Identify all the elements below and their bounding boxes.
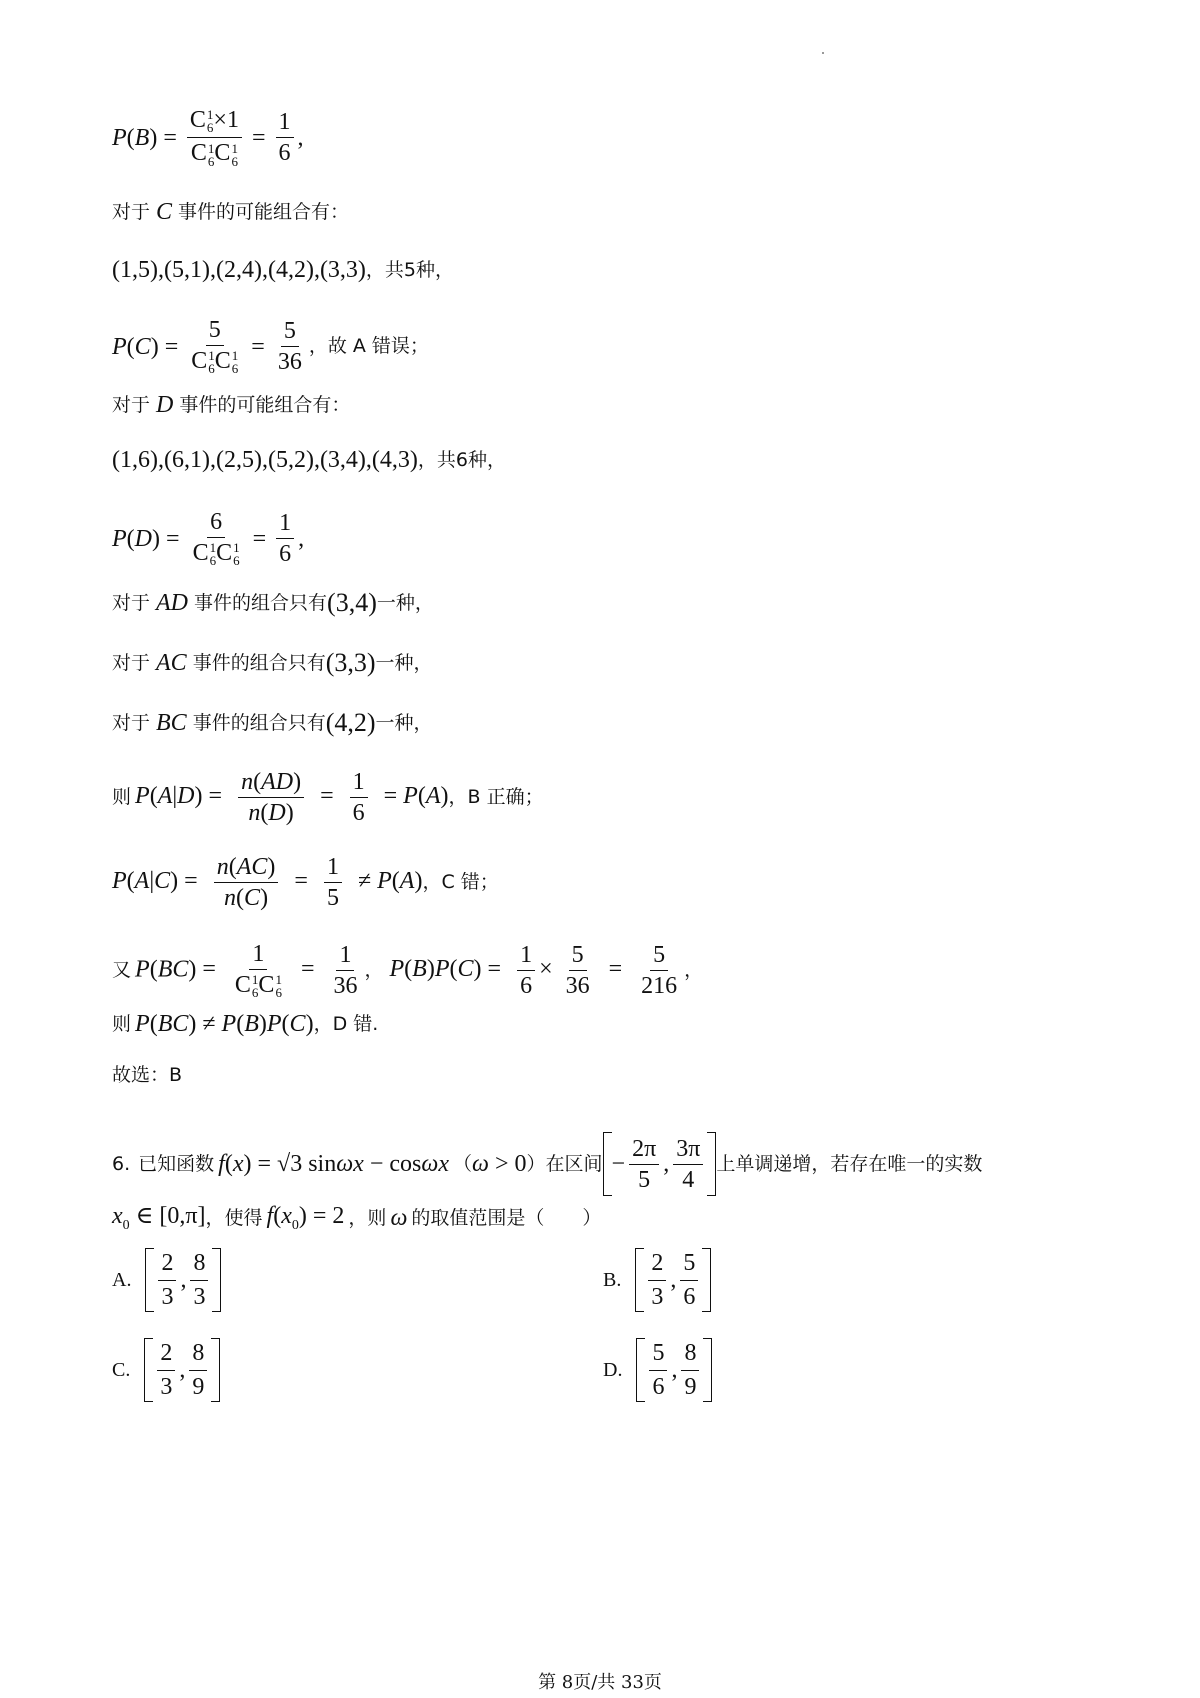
option-b[interactable]: B. $\frac{2}{3}$ , $\frac{5}{6}$ [603,1248,711,1312]
line-answer [112,1066,1110,1085]
combos: (1,6),(6,1),(2,5),(5,2),(3,4),(4,3) [112,447,418,473]
option-a[interactable]: A. $\frac{2}{3}$ , $\frac{8}{3}$ [112,1248,221,1312]
text: 又 [112,959,132,982]
question-6-line2: $x_0$ ∈ [0,π] ，使得 $f(x_0) = 2$ ，则 ω 的取值范围是（ ） [112,1203,602,1233]
text: ，C 错； [422,871,499,893]
text: 已知函数 [138,1152,215,1175]
fraction: C 1 6 ×1 C 1 6 C 1 6 [187,108,242,168]
text: ，使得 [205,1206,263,1229]
event-var: D [156,392,174,418]
text: 上单调递增，若存在唯一的实数 [716,1152,983,1175]
text: ，B 正确； [448,786,544,808]
option-label: D. [603,1358,623,1381]
line-pc: P ( C ) = 5 C 1 6 C 1 6 = $\frac{5}{36}$ ，故 A 错误； [112,317,429,377]
pair: (3,4) [327,588,377,617]
answer-text: 故选：B [112,1064,183,1086]
text: 则 [112,1012,132,1035]
text: 对于 [112,393,151,416]
text: 对于 [112,200,151,223]
pair: (4,2) [325,708,376,737]
line-ac [112,650,1110,676]
text: 则 [112,786,132,808]
text: 一种， [376,591,434,614]
line-conclusion: 则 P(BC) ≠ P(B)P(C) ，D 错. [112,1011,379,1037]
text: ， [684,959,704,982]
text: ，故 A 错误； [308,335,429,358]
text: 事件的组合只有 [192,651,326,674]
event-var: BC [156,710,187,736]
line-ad [112,590,1110,616]
combos: (1,5),(5,1),(2,4),(4,2),(3,3) [112,257,366,283]
line-pbc: 又 P(BC) = 1 C 1 6 C 1 6 = $\frac{1}{36}$ ， P(B)P(C) = $\frac{1}{6}$ × $\frac{5}{36}$ = $\frac{5}{216}$ ， [112,941,704,1001]
event-var: AD [156,590,189,616]
text: ， [364,959,384,982]
text: ，共6种， [417,448,506,471]
text: 的取值范围是（ ） [411,1206,602,1229]
text: 事件的可能组合有： [178,200,350,223]
text: 事件的组合只有 [194,591,328,614]
text: ，D 错. [313,1012,379,1035]
event-var: C [156,199,173,225]
line-pb: P ( B ) = C 1 6 ×1 C 1 6 C 1 6 = $\frac{1}{6}$ , [112,107,304,169]
text: 事件的组合只有 [192,711,326,734]
option-label: B. [603,1268,622,1291]
text: ，共5种， [365,258,455,281]
option-c[interactable]: C. $\frac{2}{3}$ , $\frac{8}{9}$ [112,1338,220,1402]
question-number: 6. [112,1152,131,1175]
text: ，则 [348,1206,387,1229]
line-p-a-given-d: 则 P(A|D) = $\frac{n(AD)}{n(D)}$ = $\frac{1}{6}$ = P(A) ，B 正确； [112,769,544,826]
line-c-combos [112,258,1110,282]
text: 在区间 [545,1152,603,1175]
interval: − $\frac{2\pi}{5}$ , $\frac{3\pi}{4}$ [603,1132,717,1196]
question-6-line1: 6. 已知函数 f(x) = √3 sinωx − cosωx （ ω > 0 ） 在区间 − $\frac{2\pi}{5}$ , $\frac{3\pi}{4}$ 上单调递增，若存在唯一的实数 [112,1132,1110,1196]
line-d-combos [112,448,1110,472]
text: 一种， [375,651,433,674]
option-label: C. [112,1358,131,1381]
line-c-intro [112,200,1110,224]
line-pd: P ( D ) = 6 C 1 6 C 1 6 = $\frac{1}{6}$ , [112,509,305,569]
line-d-intro [112,393,1110,417]
line-bc [112,710,1110,736]
line-p-a-given-c: P(A|C) = $\frac{n(AC)}{n(C)}$ = $\frac{1}{5}$ ≠ P(A) ，C 错； [112,854,499,911]
text: 一种， [375,711,433,734]
omega-var: ω [390,1205,408,1232]
text: 对于 [112,651,151,674]
pair: (3,3) [325,648,376,677]
text: 对于 [112,711,151,734]
page-footer: 第 8页/共 33页 [538,1672,662,1693]
option-label: A. [112,1268,132,1291]
event-var: AC [156,650,187,676]
option-d[interactable]: D. $\frac{5}{6}$ , $\frac{8}{9}$ [603,1338,712,1402]
text: 事件的可能组合有： [179,393,351,416]
speck [822,52,824,54]
text: 对于 [112,591,151,614]
